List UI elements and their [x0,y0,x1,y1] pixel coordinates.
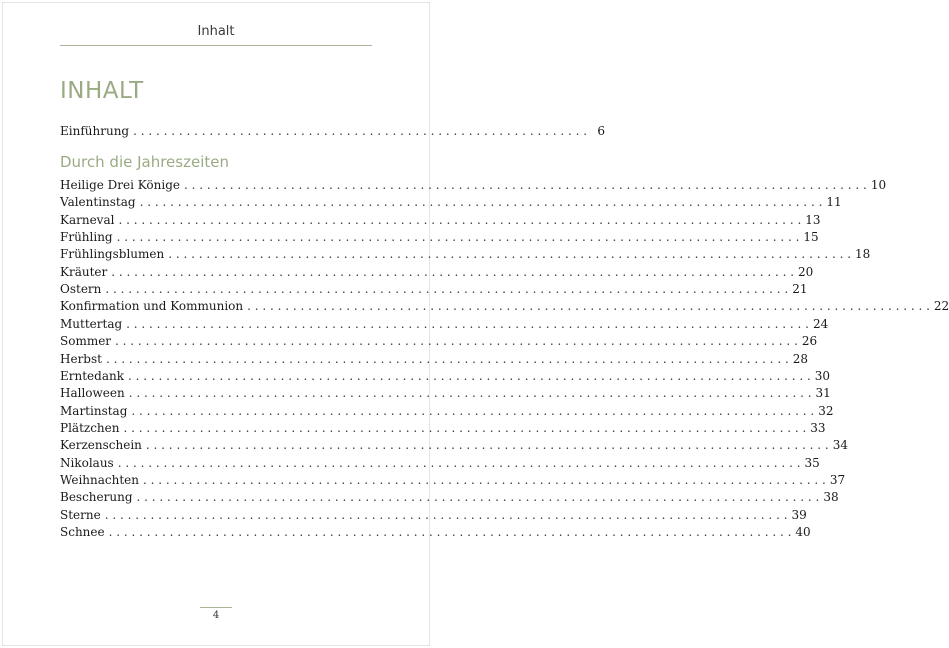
toc-entry[interactable] [60,195,842,210]
toc-entry[interactable] [60,490,839,505]
toc-entry[interactable] [60,334,818,349]
dot-leader: . . . . . . . . . . . . . . . . . . . . . . . . . . . . . . . . . . . . . . . . . . . . . . . . . . . . . . . . . . . . . . . . . . . . . . . . . . . . . . . . . . . . . . . . . . [105,282,789,297]
toc-entry[interactable] [60,282,808,297]
toc-entry-page: 40 [795,525,811,539]
toc-entry-label: Frühling [60,230,113,245]
toc-entry-page: 33 [810,420,826,435]
toc-entry[interactable] [60,438,848,453]
toc-entry[interactable] [60,525,811,539]
dot-leader: . . . . . . . . . . . . . . . . . . . . . . . . . . . . . . . . . . . . . . . . . . . . . . . . . . . . . . . . . . . . . . . . . . . . . . . . . . . . . . . . . . . . . . . . . . [128,386,812,401]
toc-entry-intro[interactable] [60,124,606,138]
toc-entry-label: Plätzchen [60,420,120,435]
toc-entry-page: 13 [805,212,821,227]
toc-entry-page: 39 [791,507,807,522]
toc-entry-page: 11 [826,195,842,210]
toc-entry-label: Halloween [60,386,125,401]
toc-entry-page: 24 [812,316,829,331]
toc-entry-label: Konfirmation und Kommunion [60,299,244,314]
toc-entry[interactable] [60,386,831,401]
section-heading: Durch die Jahreszeiten [60,153,229,171]
toc-entry[interactable] [60,316,829,331]
dot-leader: . . . . . . . . . . . . . . . . . . . . . . . . . . . . . . . . . . . . . . . . . . . . . . . . . . . . . . . . . . . . . . . . . . . . . . . . . . . . . . . . . . . . . . . . . . [105,351,789,366]
dot-leader: . . . . . . . . . . . . . . . . . . . . . . . . . . . . . . . . . . . . . . . . . . . . . . . . . . . . . . . . . . . . . . . . . . . . . . . . . . . . . . . . . . . . . . . . . . [127,368,811,383]
toc-entry[interactable] [60,420,826,435]
toc-entry-page: 15 [803,230,819,245]
toc-entry-label: Bescherung [60,490,133,505]
dot-leader: . . . . . . . . . . . . . . . . . . . . . . . . . . . . . . . . . . . . . . . . . . . . . . . . . . . . . . . . . . . . . . . . . . . . . . . . . . . . . . . . . . . . . . . . . . [118,212,802,227]
dot-leader: . . . . . . . . . . . . . . . . . . . . . . . . . . . . . . . . . . . . . . . . . . . . . . . . . . . . . . . . . . . . . . . . . . . . . . . . . . . . . . . . . . . . . . . . . . [136,490,820,505]
dot-leader: . . . . . . . . . . . . . . . . . . . . . . . . . . . . . . . . . . . . . . . . . . . . . . . . . . . . . . . . . . . . . . . . . . . . . . . . . . . . . . . . . . . . . . . . . . [139,195,823,210]
toc-entry-page: 35 [804,455,820,470]
toc-entry-label: Martinstag [60,403,128,418]
toc-entry-label: Sterne [60,507,101,522]
toc-entry-page: 28 [792,351,809,366]
page-number: 4 [212,610,220,621]
toc-entry[interactable] [60,368,831,383]
toc-entry[interactable] [60,299,949,314]
toc-entry[interactable] [60,351,809,366]
toc-entry-label: Frühlingsblumen [60,247,165,262]
dot-leader: . . . . . . . . . . . . . . . . . . . . . . . . . . . . . . . . . . . . . . . . . . . . . . . . . . . . . . . . . . . . [133,124,588,138]
dot-leader: . . . . . . . . . . . . . . . . . . . . . . . . . . . . . . . . . . . . . . . . . . . . . . . . . . . . . . . . . . . . . . . . . . . . . . . . . . . . . . . . . . . . . . . . . . [116,230,800,245]
toc-entry-page: 21 [792,282,808,297]
toc-entry-label: Sommer [60,334,112,349]
toc-entry-page: 10 [870,178,887,192]
dot-leader: . . . . . . . . . . . . . . . . . . . . . . . . . . . . . . . . . . . . . . . . . . . . . . . . . . . . . . . . . . . . . . . . . . . . . . . . . . . . . . . . . . . . . . . . . . [145,438,829,453]
toc-entry[interactable] [60,455,820,470]
toc-entry-page: 38 [823,490,839,505]
dot-leader: . . . . . . . . . . . . . . . . . . . . . . . . . . . . . . . . . . . . . . . . . . . . . . . . . . . . . . . . . . . . . . . . . . . . . . . . . . . . . . . . . . . . . . . . . . [247,299,930,314]
dot-leader: . . . . . . . . . . . . . . . . . . . . . . . . . . . . . . . . . . . . . . . . . . . . . . . . . . . . . . . . . . . . . . . . . . . . . . . . . . . . . . . . . . . . . . . . . . [184,178,867,192]
toc-entry-page: 22 [933,299,949,314]
toc-entry-label: Erntedank [60,368,124,383]
toc-entry-page: 37 [829,472,846,487]
toc-entry-label: Nikolaus [60,455,114,470]
dot-leader: . . . . . . . . . . . . . . . . . . . . . . . . . . . . . . . . . . . . . . . . . . . . . . . . . . . . . . . . . . . . . . . . . . . . . . . . . . . . . . . . . . . . . . . . . . [115,334,798,349]
toc-entry-page: 6 [597,124,606,138]
toc-entry-label: Einführung [60,124,130,138]
page-title: INHALT [60,78,144,104]
toc-entry-page: 18 [855,247,871,262]
toc-entry[interactable] [60,472,846,487]
dot-leader: . . . . . . . . . . . . . . . . . . . . . . . . . . . . . . . . . . . . . . . . . . . . . . . . . . . . . . . . . . . . . . . . . . . . . . . . . . . . . . . . . . . . . . . . . . [131,403,815,418]
toc-entry-page: 32 [818,403,834,418]
dot-leader: . . . . . . . . . . . . . . . . . . . . . . . . . . . . . . . . . . . . . . . . . . . . . . . . . . . . . . . . . . . . . . . . . . . . . . . . . . . . . . . . . . . . . . . . . . [111,264,795,279]
toc-entry[interactable] [60,212,821,227]
header-rule [60,45,372,46]
toc-entry-label: Kerzenschein [60,438,142,453]
toc-entry-label: Karneval [60,212,115,227]
dot-leader: . . . . . . . . . . . . . . . . . . . . . . . . . . . . . . . . . . . . . . . . . . . . . . . . . . . . . . . . . . . . . . . . . . . . . . . . . . . . . . . . . . . . . . . . . . [123,420,807,435]
toc-entry[interactable] [60,247,871,262]
toc-entry-label: Schnee [60,525,105,539]
dot-leader: . . . . . . . . . . . . . . . . . . . . . . . . . . . . . . . . . . . . . . . . . . . . . . . . . . . . . . . . . . . . . . . . . . . . . . . . . . . . . . . . . . . . . . . . . . [104,507,788,522]
running-head: Inhalt [197,24,235,39]
toc-entry-label: Kräuter [60,264,108,279]
toc-entry-label: Herbst [60,351,102,366]
toc-entry[interactable] [60,507,807,522]
toc-entry-label: Valentinstag [60,195,136,210]
dot-leader: . . . . . . . . . . . . . . . . . . . . . . . . . . . . . . . . . . . . . . . . . . . . . . . . . . . . . . . . . . . . . . . . . . . . . . . . . . . . . . . . . . . . . . . . . . [117,455,801,470]
toc-entry-label: Ostern [60,282,102,297]
toc-entry-page: 34 [832,438,848,453]
toc-entry[interactable] [60,178,887,192]
dot-leader: . . . . . . . . . . . . . . . . . . . . . . . . . . . . . . . . . . . . . . . . . . . . . . . . . . . . . . . . . . . . . . . . . . . . . . . . . . . . . . . . . . . . . . . . . . [168,247,852,262]
toc-entry-label: Muttertag [60,316,123,331]
toc-entry-page: 26 [801,334,818,349]
toc-entry-page: 30 [814,368,831,383]
toc-entry[interactable] [60,264,814,279]
toc-entry[interactable] [60,230,819,245]
dot-leader: . . . . . . . . . . . . . . . . . . . . . . . . . . . . . . . . . . . . . . . . . . . . . . . . . . . . . . . . . . . . . . . . . . . . . . . . . . . . . . . . . . . . . . . . . . [143,472,826,487]
toc-entry-label: Weihnachten [60,472,140,487]
footer-rule [200,607,232,608]
toc-entry-page: 20 [798,264,814,279]
toc-entry-page: 31 [815,386,831,401]
toc-entry-label: Heilige Drei Könige [60,178,181,192]
dot-leader: . . . . . . . . . . . . . . . . . . . . . . . . . . . . . . . . . . . . . . . . . . . . . . . . . . . . . . . . . . . . . . . . . . . . . . . . . . . . . . . . . . . . . . . . . . [108,525,792,539]
toc-entry[interactable] [60,403,834,418]
dot-leader: . . . . . . . . . . . . . . . . . . . . . . . . . . . . . . . . . . . . . . . . . . . . . . . . . . . . . . . . . . . . . . . . . . . . . . . . . . . . . . . . . . . . . . . . . . [126,316,809,331]
